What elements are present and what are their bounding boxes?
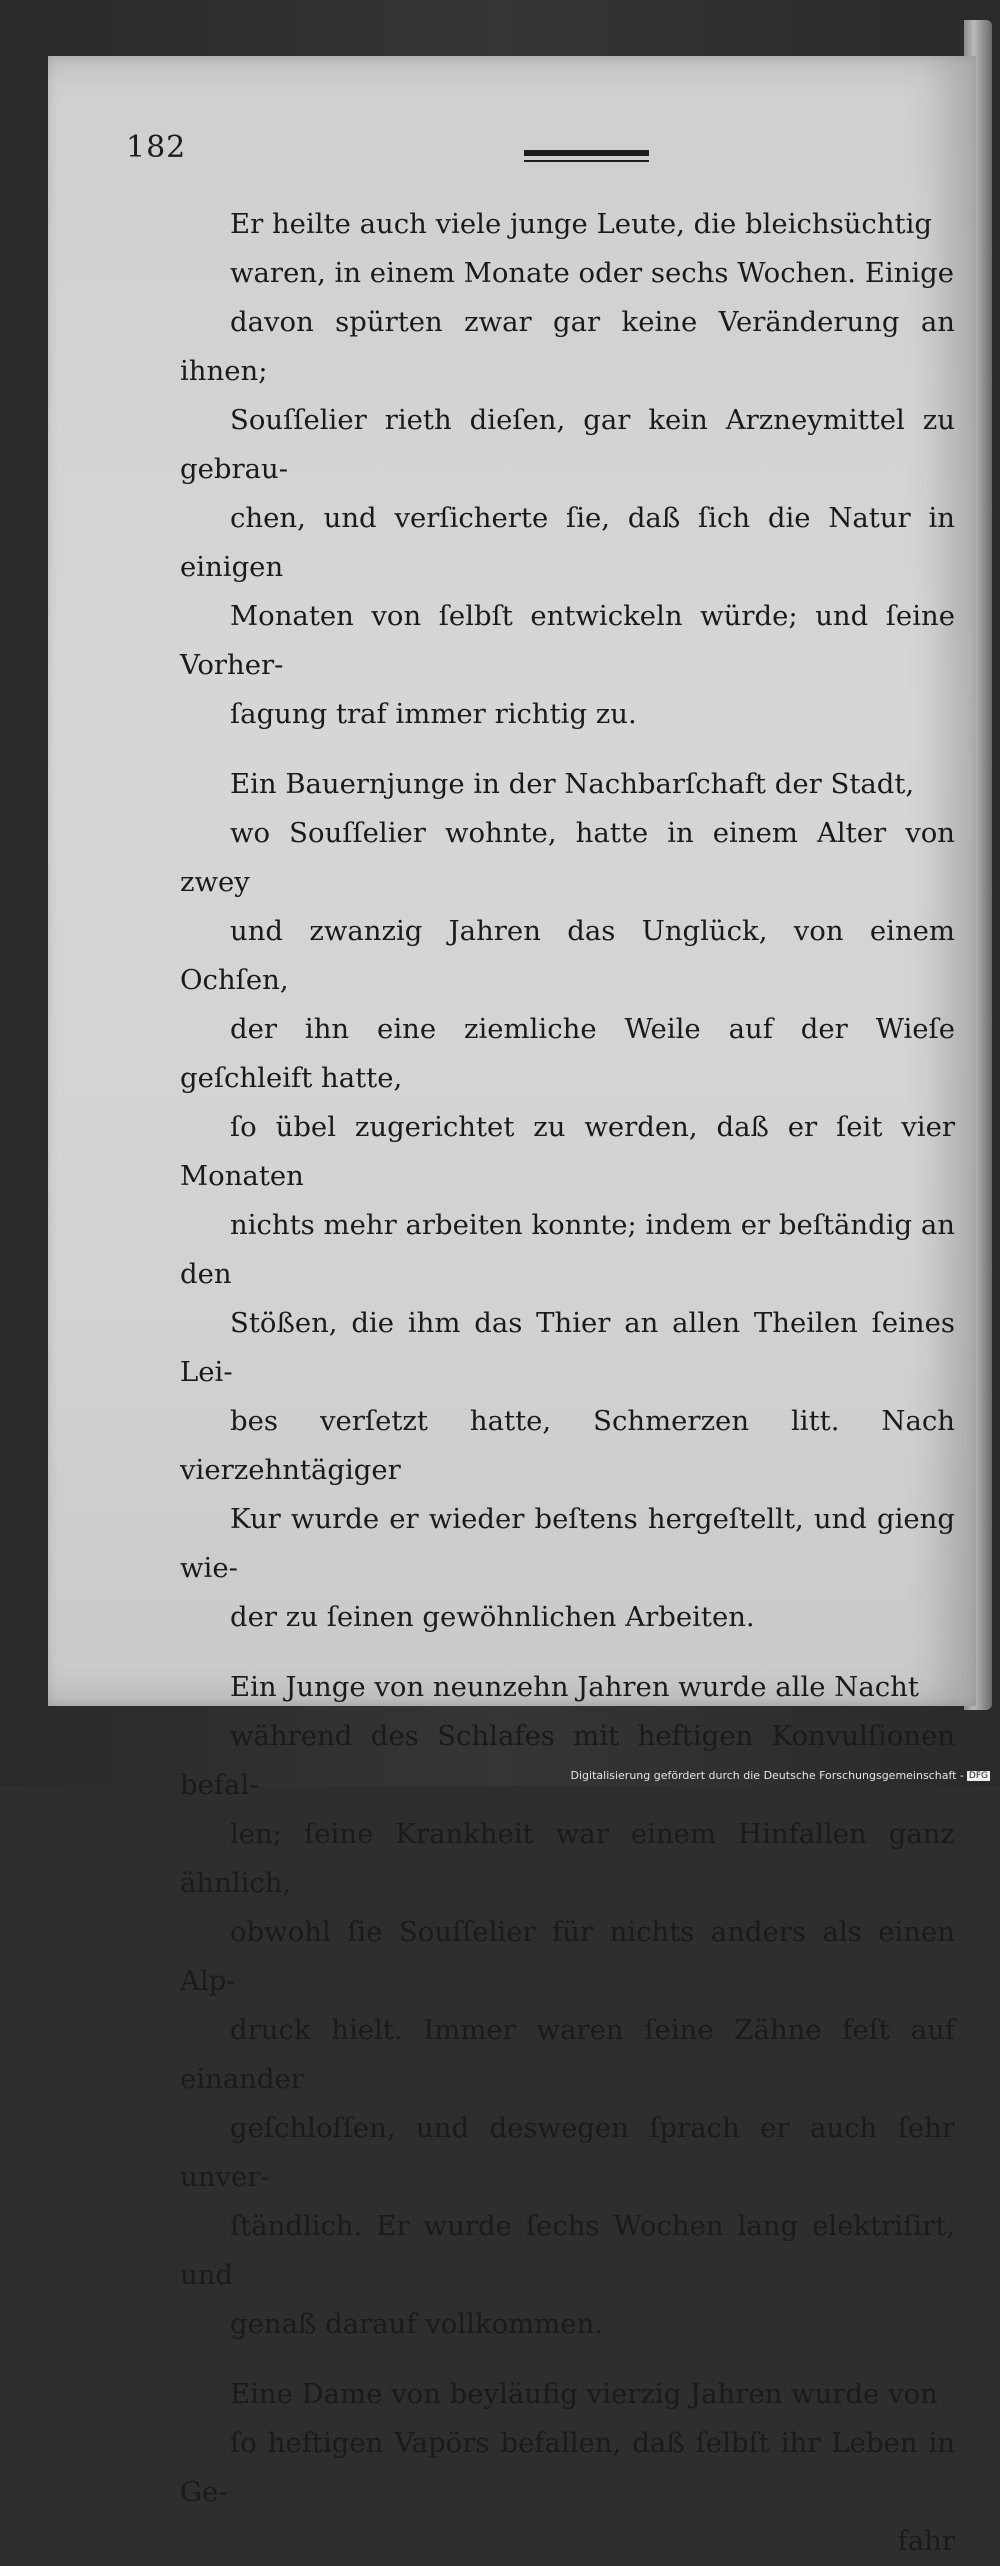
text-line: Kur wurde er wieder beſtens hergeſtellt, und gieng wie- [180, 1503, 955, 1584]
text-line: ſagung traf immer richtig zu. [230, 698, 637, 730]
text-line: wo Souſſelier wohnte, hatte in einem Alter von zwey [180, 817, 955, 898]
text-line: Souſſelier rieth dieſen, gar kein Arzneymittel zu gebrau- [180, 404, 955, 485]
page-text [180, 200, 955, 2566]
dfg-logo-badge: DFG [968, 1771, 988, 1781]
text-line: waren, in einem Monate oder sechs Wochen. Einige [230, 257, 955, 289]
text-line: Ein Junge von neunzehn Jahren wurde alle Nacht [230, 1671, 919, 1703]
text-line: geſchloſſen, und deswegen ſprach er auch ſehr unver- [180, 2112, 955, 2193]
text-line: der zu ſeinen gewöhnlichen Arbeiten. [230, 1601, 755, 1633]
text-line: ſo heftigen Vapörs befallen, daß ſelbſt ihr Leben in Ge- [180, 2427, 955, 2508]
text-line: obwohl ſie Souſſelier für nichts anders als einen Alp- [180, 1916, 955, 1997]
text-line: Ein Bauernjunge in der Nachbarſchaft der Stadt, [230, 768, 915, 800]
text-line: len; ſeine Krankheit war einem Hinfallen ganz ähnlich, [180, 1818, 955, 1899]
paragraph-4 [180, 2370, 955, 2566]
text-line: chen, und verſicherte ſie, daß ſich die Natur in einigen [180, 502, 955, 583]
text-line: ſtändlich. Er wurde ſechs Wochen lang elektriſirt, und [180, 2210, 955, 2291]
text-line: Er heilte auch viele junge Leute, die bleichsüchtig [230, 208, 932, 240]
text-line: bes verſetzt hatte, Schmerzen litt. Nach vierzehntägiger [180, 1405, 955, 1486]
paragraph-3 [180, 1663, 955, 2349]
text-line: Stößen, die ihm das Thier an allen Theilen ſeines Lei- [180, 1307, 955, 1388]
catchword: fahr [897, 2525, 955, 2557]
paragraph-1 [180, 200, 955, 739]
text-line: Eine Dame von beyläufig vierzig Jahren wurde von [230, 2378, 938, 2410]
text-line: der ihn eine ziemliche Weile auf der Wieſe geſchleift hatte, [180, 1013, 955, 1094]
digitization-credit [571, 1769, 990, 1782]
text-line: während des Schlafes mit heftigen Konvulſionen befal- [180, 1720, 955, 1801]
page-number: 182 [126, 130, 187, 165]
text-line: Monaten von ſelbſt entwickeln würde; und ſeine Vorher- [180, 600, 955, 681]
text-line: davon spürten zwar gar keine Veränderung an ihnen; [180, 306, 955, 387]
credit-text: Digitalisierung gefördert durch die Deutsche Forschungsgemeinschaft - [570, 1769, 964, 1782]
text-line: und zwanzig Jahren das Unglück, von einem Ochſen, [180, 915, 955, 996]
text-line: nichts mehr arbeiten konnte; indem er beſtändig an den [180, 1209, 955, 1290]
text-line: druck hielt. Immer waren ſeine Zähne feſt auf einander [180, 2014, 955, 2095]
text-line: genaß darauf vollkommen. [230, 2308, 604, 2340]
header-rule [524, 150, 649, 162]
text-line: ſo übel zugerichtet zu werden, daß er ſeit vier Monaten [180, 1111, 955, 1192]
paragraph-2 [180, 760, 955, 1642]
